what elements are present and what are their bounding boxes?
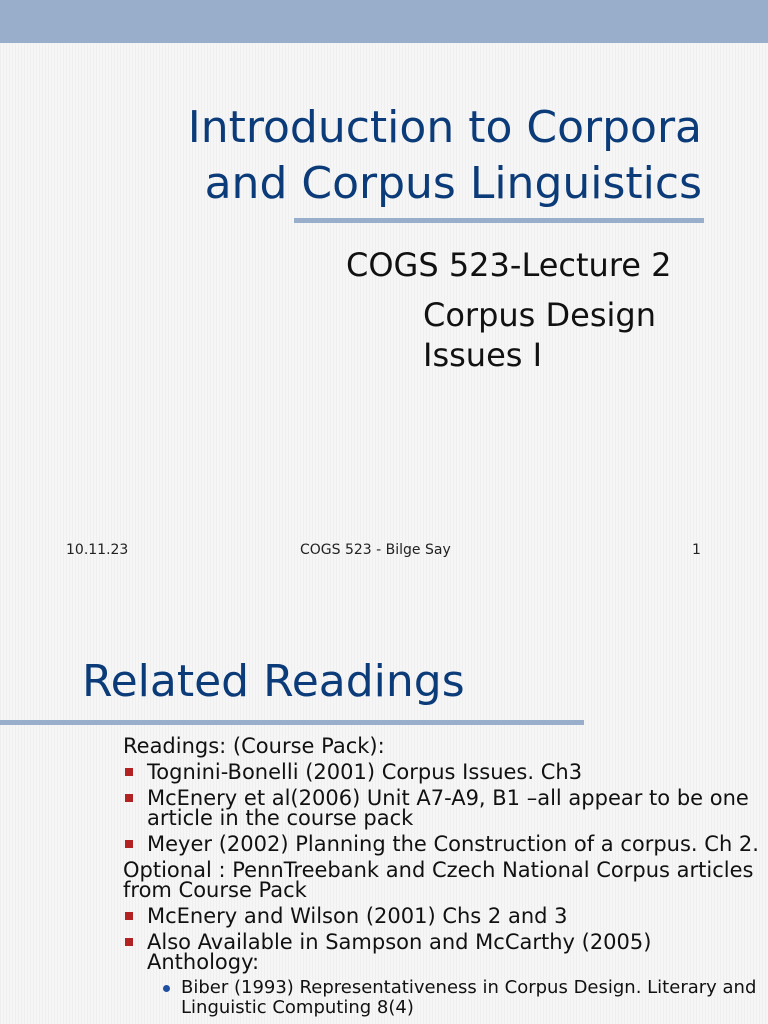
anthology-item-text: Biber (1993) Representativeness in Corpus Design. Literary and Linguistic Computing 8(4) [181, 977, 757, 1018]
square-bullet-icon [125, 768, 133, 776]
readings-label: Readings: (Course Pack): [123, 734, 385, 758]
footer-course: COGS 523 - Bilge Say [300, 542, 451, 558]
round-bullet-icon [163, 985, 170, 992]
square-bullet-icon [125, 840, 133, 848]
footer-date: 10.11.23 [66, 542, 129, 558]
reading-item [123, 762, 763, 782]
optional-item-text: Also Available in Sampson and McCarthy (2005) Anthology: [147, 930, 652, 974]
reading-item-text: McEnery et al(2006) Unit A7-A9, B1 –all appear to be one article in the course pack [147, 786, 749, 830]
slide-title-line-2: and Corpus Linguistics [204, 158, 702, 209]
reading-item [123, 788, 763, 828]
optional-item [123, 906, 763, 926]
square-bullet-icon [125, 794, 133, 802]
readings-title-underline [0, 720, 584, 725]
optional-item [123, 932, 763, 972]
related-readings-title: Related Readings [82, 656, 465, 707]
square-bullet-icon [125, 912, 133, 920]
slide-title [188, 100, 702, 212]
course-lecture-subtitle: COGS 523-Lecture 2 [346, 246, 672, 284]
square-bullet-icon [125, 938, 133, 946]
slide-title-line-1: Introduction to Corpora [187, 102, 702, 153]
optional-label: Optional : PennTreebank and Czech National Corpus articles from Course Pack [123, 858, 754, 902]
top-accent-bar [0, 0, 768, 43]
readings-content [123, 736, 763, 1024]
anthology-item [123, 978, 763, 1018]
reading-item-text: Meyer (2002) Planning the Construction of a corpus. Ch 2. [147, 832, 759, 856]
optional-item-text: McEnery and Wilson (2001) Chs 2 and 3 [147, 904, 568, 928]
title-underline [294, 218, 704, 223]
reading-item-text: Tognini-Bonelli (2001) Corpus Issues. Ch3 [147, 760, 583, 784]
reading-item [123, 834, 763, 854]
lecture-topic-subtitle: Corpus Design Issues I [423, 296, 656, 374]
footer-page-number: 1 [692, 542, 701, 558]
